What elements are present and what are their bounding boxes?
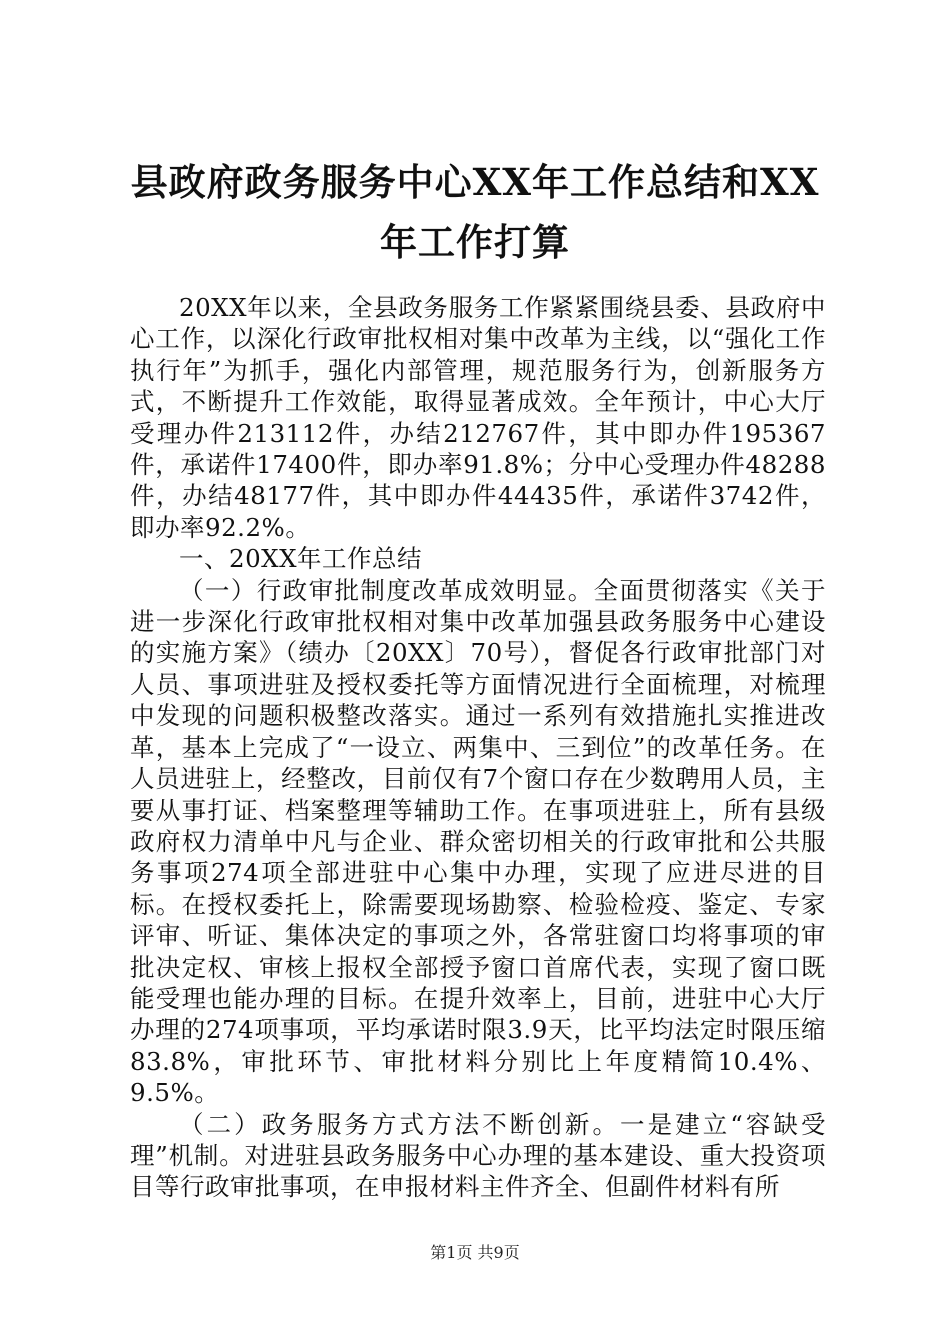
subsection-1-paragraph: （一）行政审批制度改革成效明显。全面贯彻落实《关于进一步深化行政审批权相对集中改革加强县政务服务中心建设的实施方案》（绩办〔20XX〕70号），督促各行政审批部门对人员、事项进驻及授权委托等方面情况进行全面梳理，对梳理中发现的问题积极整改落实。通过一系列有效措施扎实推进改革，基本上完成了“一设立、两集中、三到位”的改革任务。在人员进驻上，经整改，目前仅有7个窗口存在少数聘用人员，主要从事打证、档案整理等辅助工作。在事项进驻上，所有县级政府权力清单中凡与企业、群众密切相关的行政审批和公共服务事项274项全部进驻中心集中办理，实现了应进尽进的目标。在授权委托上，除需要现场勘察、检验检疫、鉴定、专家评审、听证、集体决定的事项之外，各常驻窗口均将事项的审批决定权、审核上报权全部授予窗口首席代表，实现了窗口既能受理也能办理的目标。在提升效率上，目前，进驻中心大厅办理的274项事项，平均承诺时限3.9天，比平均法定时限压缩83.8%，审批环节、审批材料分别比上年度精简10.4%、9.5%。: [130, 575, 826, 1108]
intro-paragraph: 20XX年以来，全县政务服务工作紧紧围绕县委、县政府中心工作，以深化行政审批权相对集中改革为主线，以“强化工作执行年”为抓手，强化内部管理，规范服务行为，创新服务方式，不断提升工作效能，取得显著成效。全年预计，中心大厅受理办件213112件，办结212767件，其中即办件195367件，承诺件17400件，即办率91.8%；分中心受理办件48288件，办结48177件，其中即办件44435件，承诺件3742件，即办率92.2%。: [130, 293, 826, 542]
document-body: [130, 292, 826, 1203]
subsection-2-paragraph: （二）政务服务方式方法不断创新。一是建立“容缺受理”机制。对进驻县政务服务中心办理的基本建设、重大投资项目等行政审批事项，在申报材料主件齐全、但副件材料有所: [130, 1109, 826, 1202]
page-number: 第1页 共9页: [430, 1243, 520, 1262]
section-heading: 一、20XX年工作总结: [179, 544, 423, 574]
document-title: 县政府政务服务中心XX年工作总结和XX年工作打算: [130, 160, 820, 264]
